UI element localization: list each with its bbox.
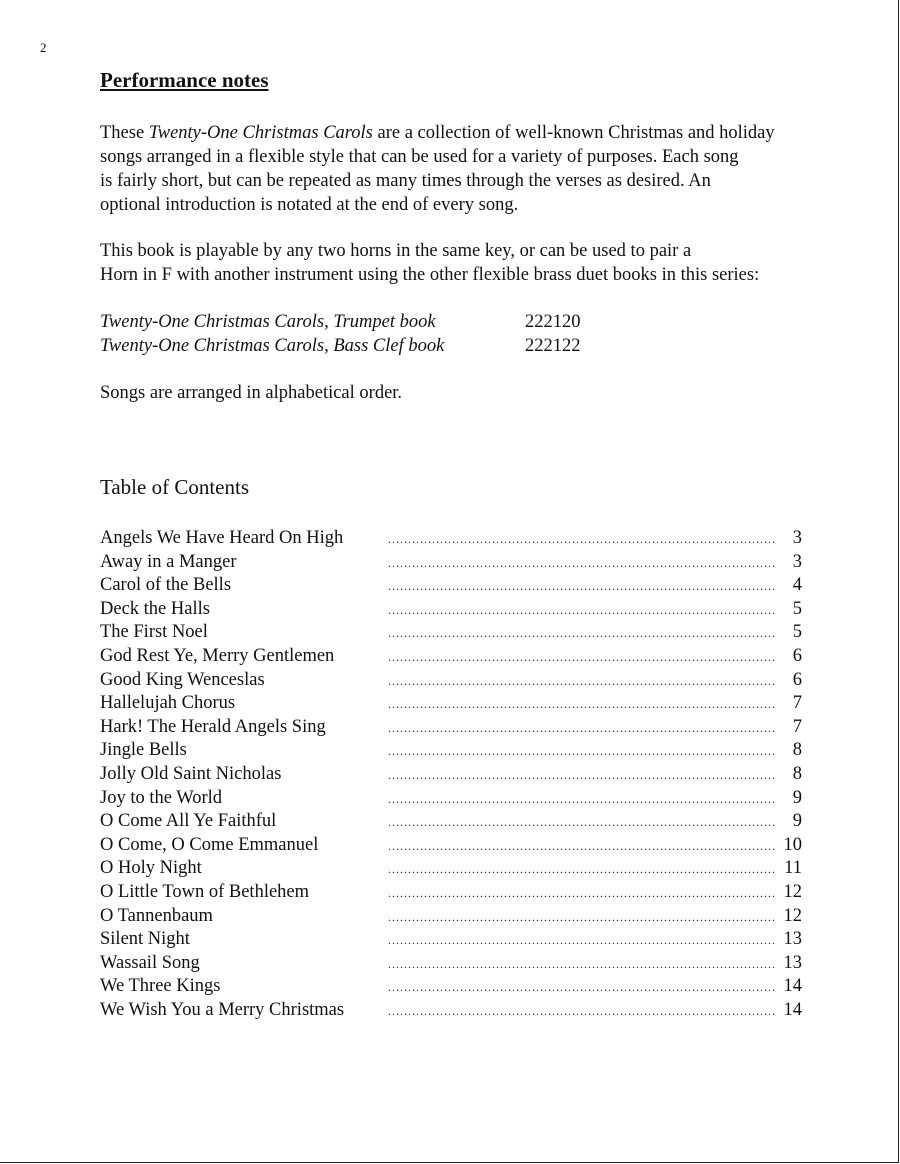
book-title: Twenty-One Christmas Carols, Trumpet book [100, 312, 436, 332]
toc-entry-title: We Three Kings [100, 976, 221, 997]
intro-line-3: is fairly short, but can be repeated as many times through the verses as desired. An [100, 171, 711, 191]
table-of-contents [100, 528, 802, 1023]
toc-entry-title: Angels We Have Heard On High [100, 528, 344, 548]
toc-entry-page: 4 [792, 575, 802, 596]
toc-entry-title: O Come All Ye Faithful [100, 811, 277, 832]
page-number: 2 [40, 40, 47, 55]
performance-notes-heading: Performance notes [100, 68, 269, 92]
toc-entry [100, 528, 802, 552]
book-code: 222120 [525, 312, 581, 332]
toc-leader-dots [388, 697, 776, 712]
toc-entry-title: O Holy Night [100, 858, 202, 879]
toc-entry-title: Away in a Manger [100, 551, 237, 572]
toc-entry-page: 7 [792, 693, 802, 714]
toc-entry [100, 811, 802, 835]
toc-entry-title: We Wish You a Merry Christmas [100, 999, 345, 1020]
toc-leader-dots [388, 721, 776, 736]
toc-entry-title: Silent Night [100, 929, 190, 950]
toc-entry [100, 788, 802, 812]
toc-entry-title: Deck the Halls [100, 598, 210, 619]
playable-paragraph [100, 239, 860, 287]
toc-entry [100, 1000, 802, 1024]
toc-leader-dots [388, 768, 776, 783]
toc-title: Table of Contents [100, 475, 249, 499]
book-list [100, 310, 605, 358]
toc-entry-page: 7 [792, 716, 802, 737]
toc-entry [100, 882, 802, 906]
toc-entry-page: 14 [783, 999, 802, 1020]
toc-entry [100, 858, 802, 882]
toc-entry [100, 835, 802, 859]
toc-leader-dots [388, 744, 776, 759]
toc-entry [100, 740, 802, 764]
toc-entry-title: The First Noel [100, 622, 208, 643]
toc-leader-dots [388, 933, 776, 948]
toc-entry-title: Hark! The Herald Angels Sing [100, 716, 326, 737]
toc-leader-dots [388, 957, 776, 972]
toc-entry-page: 13 [783, 952, 802, 973]
toc-entry-page: 3 [792, 528, 802, 548]
intro-line-4: optional introduction is notated at the end of every song. [100, 195, 519, 215]
toc-entry [100, 693, 802, 717]
toc-entry [100, 717, 802, 741]
toc-entry [100, 575, 802, 599]
toc-entry-page: 5 [792, 598, 802, 619]
toc-entry-page: 12 [783, 905, 802, 926]
toc-entry-page: 9 [792, 787, 802, 808]
intro-line-1: These Twenty-One Christmas Carols are a collection of well-known Christmas and holiday [100, 123, 775, 143]
toc-entry [100, 929, 802, 953]
toc-entry-title: Good King Wenceslas [100, 669, 265, 690]
playable-line-1: This book is playable by any two horns in the same key, or can be used to pair a [100, 241, 692, 261]
toc-entry [100, 552, 802, 576]
book-title: Twenty-One Christmas Carols, Bass Clef book [100, 336, 445, 356]
toc-entry-page: 3 [792, 551, 802, 572]
toc-leader-dots [388, 650, 776, 665]
toc-leader-dots [388, 626, 776, 641]
toc-entry [100, 670, 802, 694]
toc-entry-page: 13 [783, 929, 802, 950]
toc-leader-dots [388, 556, 776, 571]
toc-leader-dots [388, 886, 776, 901]
toc-entry [100, 622, 802, 646]
order-note: Songs are arranged in alphabetical order. [100, 383, 403, 403]
toc-leader-dots [388, 910, 776, 925]
toc-entry-title: God Rest Ye, Merry Gentlemen [100, 645, 335, 666]
toc-leader-dots [388, 815, 776, 830]
book-row [100, 310, 605, 334]
toc-entry-page: 8 [792, 740, 802, 761]
toc-entry-page: 6 [792, 669, 802, 690]
toc-entry [100, 646, 802, 670]
playable-line-2: Horn in F with another instrument using the other flexible brass duet books in this series: [100, 265, 760, 285]
toc-entry-title: O Come, O Come Emmanuel [100, 834, 319, 855]
toc-leader-dots [388, 792, 776, 807]
toc-entry-page: 8 [792, 763, 802, 784]
intro-line-2: songs arranged in a flexible style that can be used for a variety of purposes. Each song [100, 147, 739, 167]
toc-entry-title: Jolly Old Saint Nicholas [100, 763, 282, 784]
toc-entry [100, 599, 802, 623]
toc-leader-dots [388, 532, 776, 547]
toc-leader-dots [388, 839, 776, 854]
toc-entry-title: Hallelujah Chorus [100, 693, 236, 714]
toc-leader-dots [388, 579, 776, 594]
toc-entry-title: Jingle Bells [100, 740, 187, 761]
toc-leader-dots [388, 862, 776, 877]
toc-entry [100, 976, 802, 1000]
toc-entry-page: 6 [792, 645, 802, 666]
book-row [100, 334, 605, 358]
toc-entry-page: 10 [783, 834, 802, 855]
book-code: 222122 [525, 336, 581, 356]
toc-leader-dots [388, 603, 776, 618]
toc-entry [100, 953, 802, 977]
toc-entry-page: 14 [783, 976, 802, 997]
toc-entry-title: O Tannenbaum [100, 905, 213, 926]
toc-entry-title: Carol of the Bells [100, 575, 232, 596]
toc-entry-page: 9 [792, 811, 802, 832]
toc-entry-title: Joy to the World [100, 787, 223, 808]
toc-entry-page: 5 [792, 622, 802, 643]
toc-leader-dots [388, 980, 776, 995]
toc-entry-title: O Little Town of Bethlehem [100, 881, 310, 902]
toc-entry-page: 12 [783, 881, 802, 902]
toc-leader-dots [388, 674, 776, 689]
toc-entry-page: 11 [784, 858, 802, 879]
toc-entry [100, 764, 802, 788]
intro-paragraph [100, 121, 860, 217]
toc-leader-dots [388, 1004, 776, 1019]
toc-entry-title: Wassail Song [100, 952, 200, 973]
toc-entry [100, 906, 802, 930]
collection-title: Twenty-One Christmas Carols [148, 123, 373, 143]
